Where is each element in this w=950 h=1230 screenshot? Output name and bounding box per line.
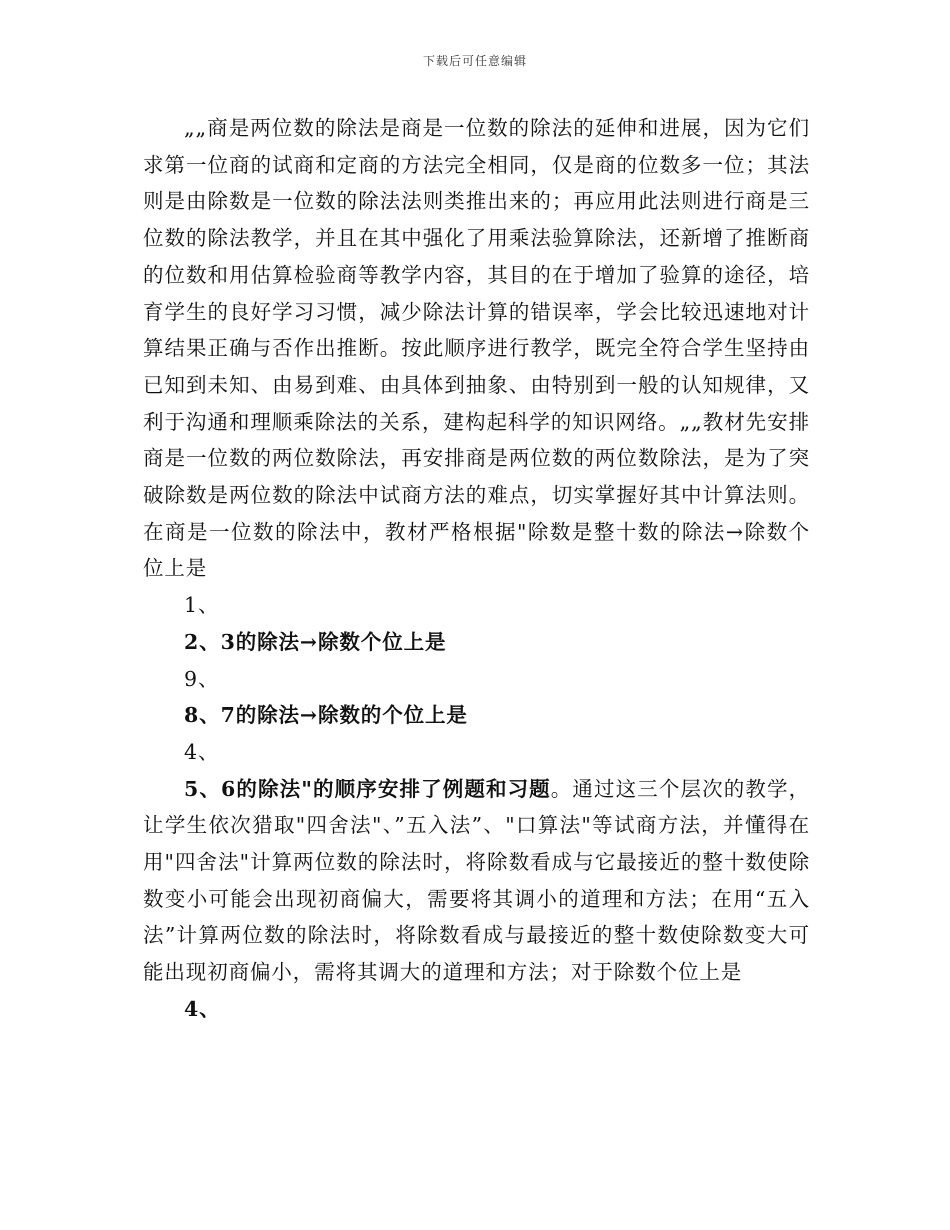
paragraph-text: 。通过这三个层次的教学，让学生依次猎取"四舍法"、”五入法”、"口算法"等试商方法，并懂得在用"四舍法"计算两位数的除法时，将除数看成与它最接近的整十数使除数变小可能会出现初商偏大，需要将其调小的道理和方法；在用“五入法”计算两位数的除法时，将除数看成与最接近的整十数使除数变大可能出现初商偏小，需将其调大的道理和方法；对于除数个位上是 (143, 776, 810, 985)
list-item: 4、 (184, 739, 220, 764)
document-body (143, 110, 810, 1028)
list-item: 9、 (184, 666, 220, 691)
list-item: 4、 (184, 996, 221, 1021)
list-item: 2、3的除法→除数个位上是 (184, 629, 447, 654)
list-item: 1、 (184, 593, 220, 618)
paragraph (143, 771, 810, 991)
page-header: 下载后可任意编辑 (422, 54, 527, 68)
bold-text: 5、6的除法"的顺序安排了例题和习题 (184, 776, 551, 801)
list-item: 8、7的除法→除数的个位上是 (184, 703, 468, 728)
paragraph: „„商是两位数的除法是商是一位数的除法的延伸和进展，因为它们求第一位商的试商和定商的方法完全相同，仅是商的位数多一位；其法则是由除数是一位数的除法法则类推出来的；再应用此法则进行商是三位数的除法教学，并且在其中强化了用乘法验算除法，还新增了推断商的位数和用估算检验商等教学内容，其目的在于增加了验算的途径，培育学生的良好学习习惯，减少除法计算的错误率，学会比较迅速地对计算结果正确与否作出推断。按此顺序进行教学，既完全符合学生坚持由已知到未知、由易到难、由具体到抽象、由特别到一般的认知规律，又利于沟通和理顺乘除法的关系，建构起科学的知识网络。„„教材先安排商是一位数的两位数除法，再安排商是两位数的两位数除法，是为了突破除数是两位数的除法中试商方法的难点，切实掌握好其中计算法则。在商是一位数的除法中，教材严格根据"除数是整十数的除法→除数个位上是 (143, 116, 810, 581)
